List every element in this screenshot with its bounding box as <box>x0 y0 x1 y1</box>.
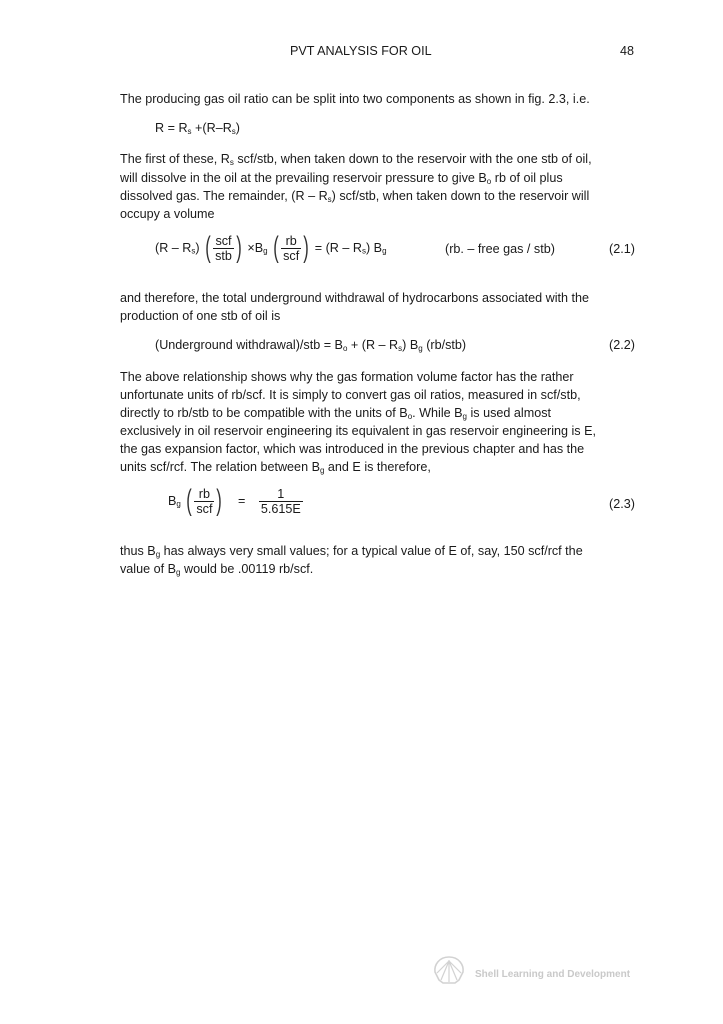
equation-gor-split: $R = R_s +(R-R_s)$ <box>155 121 240 136</box>
paragraph-4-line-1: The above relationship shows why the gas formation volume factor has the rather <box>120 370 574 384</box>
paragraph-2-line-3: dissolved gas. The remainder, $(R - R_s)$ scf/stb, when taken down to the reservoir will <box>120 189 590 204</box>
paragraph-4-line-3: directly to rb/stb to be compatible with the units of $B_o$. While $B_g$ is used almost <box>120 406 551 421</box>
page-number: 48 <box>620 44 635 58</box>
equation-2-2: (Underground withdrawal)/stb = $B_o + (R - R_s)$ $B_g$ (rb/stb) <box>155 338 467 353</box>
footer-brand-text: Shell Learning and Development <box>475 969 631 980</box>
running-header-title: PVT ANALYSIS FOR OIL <box>290 44 432 58</box>
paragraph-4-line-2: unfortunate units of rb/scf. It is simply to convert gas oil ratios, measured in scf/stb, <box>120 388 581 402</box>
paragraph-3-line-2: production of one stb of oil is <box>120 309 281 323</box>
fraction-rb-scf-2: $\frac{rb}{\text{scf}}$ <box>196 486 213 516</box>
paragraph-2-line-4: occupy a volume <box>120 207 215 221</box>
equation-number-2-3: (2.3) <box>609 497 635 511</box>
fraction-rb-scf: $\frac{rb}{\text{scf}}$ <box>283 233 300 263</box>
paragraph-4-line-4: exclusively in oil reservoir engineering its equivalent in gas reservoir engineering is E, <box>120 424 597 438</box>
paragraph-2-line-1: The first of these, $R_s$ scf/stb, when taken down to the reservoir with the one stb of oil, <box>120 152 592 167</box>
paragraph-4-line-6: units scf/rcf. The relation between $B_g$ and E is therefore, <box>120 460 431 475</box>
shell-logo <box>432 955 466 988</box>
fraction-scf-stb: $\frac{\text{scf}}{\text{stb}}$ <box>215 233 232 263</box>
equation-number-2-2: (2.2) <box>609 338 635 352</box>
paragraph-2-line-2: will dissolve in the oil at the prevailing reservoir pressure to give $B_o$ rb of oil plus <box>120 171 563 186</box>
equation-2-3: $B_g$ ( $\frac{rb}{\text{scf}}$ ) = $\frac{1}{5.615E}$ <box>168 484 301 517</box>
equation-2-1-units: (rb. – free gas / stb) <box>445 242 555 256</box>
shell-pecten-icon <box>432 955 466 985</box>
paragraph-4-line-5: the gas expansion factor, which was introduced in the previous chapter and has the <box>120 442 585 456</box>
paragraph-3-line-1: and therefore, the total underground withdrawal of hydrocarbons associated with the <box>120 291 590 305</box>
paragraph-1: The producing gas oil ratio can be split into two components as shown in fig. 2.3, i.e. <box>120 92 590 106</box>
paragraph-5-line-2: value of $B_g$ would be .00119 rb/scf. <box>120 562 314 577</box>
equation-number-2-1: (2.1) <box>609 242 635 256</box>
equation-2-1: $(R - R_s)$ ( $\frac{\text{scf}}{\text{stb}}$ ) $\times B_g$ ( $\frac{rb}{\text{scf}}$ ) = $(R - R_s)$ $B_g$ <box>155 231 387 264</box>
fraction-1-over-5615e: $\frac{1}{5.615E}$ <box>260 486 301 516</box>
paragraph-5-line-1: thus $B_g$ has always very small values; for a typical value of E of, say, 150 scf/rcf the <box>120 544 583 559</box>
